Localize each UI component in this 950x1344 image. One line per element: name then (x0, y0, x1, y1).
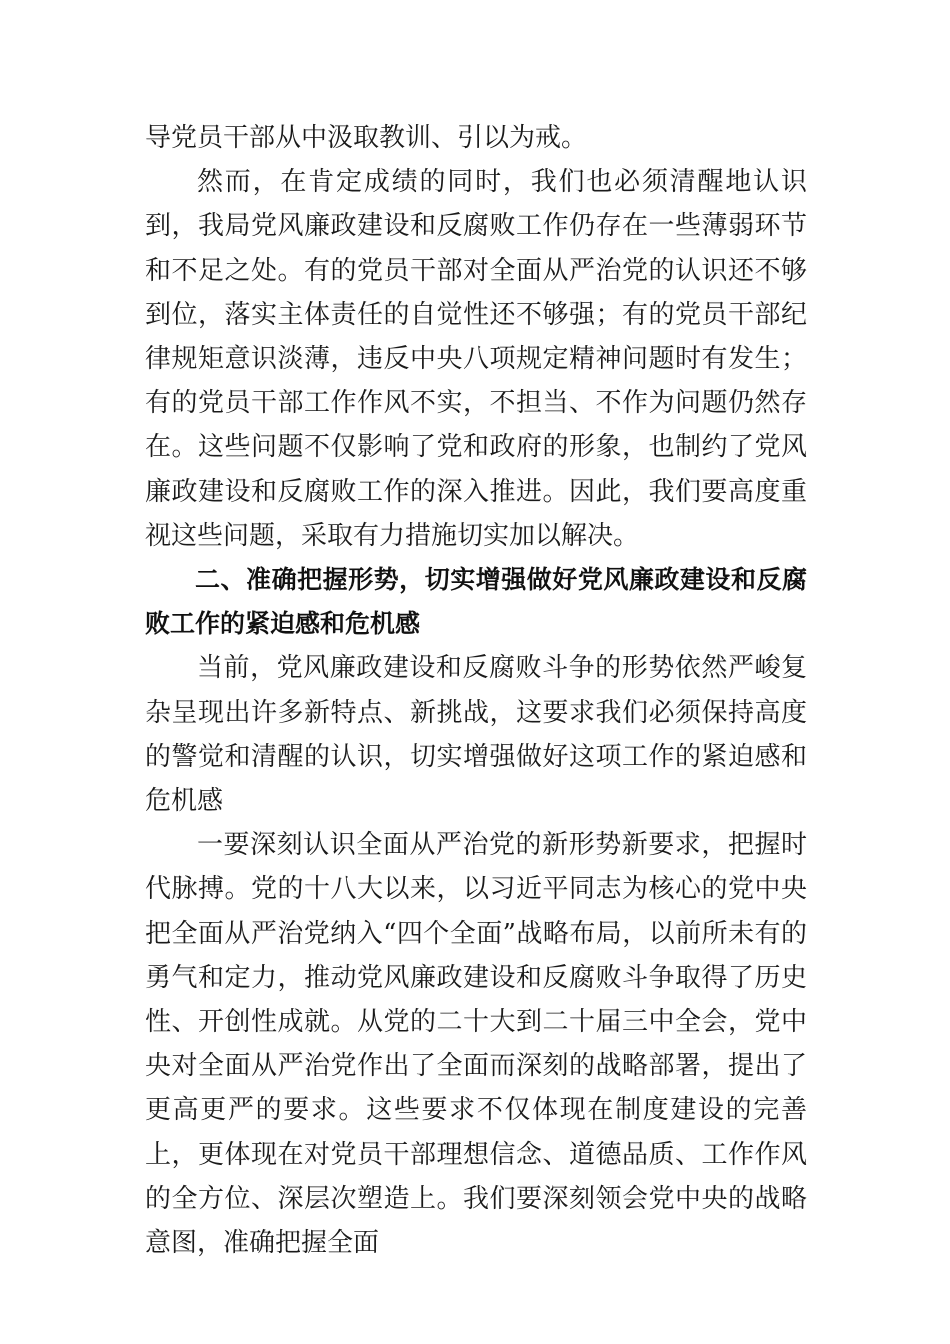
paragraph-point-one: 一要深刻认识全面从严治党的新形势新要求，把握时代脉搏。党的十八大以来，以习近平同志为核心的党中央把全面从严治党纳入“四个全面”战略布局，以前所未有的勇气和定力，推动党风廉政建设和反腐败斗争取得了历史性、开创性成就。从党的二十大到二十届三中全会，党中央对全面从严治党作出了全面而深刻的战略部署，提出了更高更严的要求。这些要求不仅体现在制度建设的完善上，更体现在对党员干部理想信念、道德品质、工作作风的全方位、深层次塑造上。我们要深刻领会党中央的战略意图，准确把握全面 (145, 830, 807, 1259)
section-heading-2: 二、准确把握形势，切实增强做好党风廉政建设和反腐败工作的紧迫感和危机感 (145, 565, 807, 639)
paragraph-continuation: 导党员干部从中汲取教训、引以为戒。 (145, 123, 588, 153)
document-body (145, 116, 807, 1265)
paragraph-shortcomings: 然而，在肯定成绩的同时，我们也必须清醒地认识到，我局党风廉政建设和反腐败工作仍存在一些薄弱环节和不足之处。有的党员干部对全面从严治党的认识还不够到位，落实主体责任的自觉性还不够强；有的党员干部纪律规矩意识淡薄，违反中央八项规定精神问题时有发生；有的党员干部工作作风不实，不担当、不作为问题仍然存在。这些问题不仅影响了党和政府的形象，也制约了党风廉政建设和反腐败工作的深入推进。因此，我们要高度重视这些问题，采取有力措施切实加以解决。 (145, 167, 807, 551)
paragraph-situation: 当前，党风廉政建设和反腐败斗争的形势依然严峻复杂呈现出许多新特点、新挑战，这要求我们必须保持高度的警觉和清醒的认识，切实增强做好这项工作的紧迫感和危机感 (145, 653, 807, 817)
